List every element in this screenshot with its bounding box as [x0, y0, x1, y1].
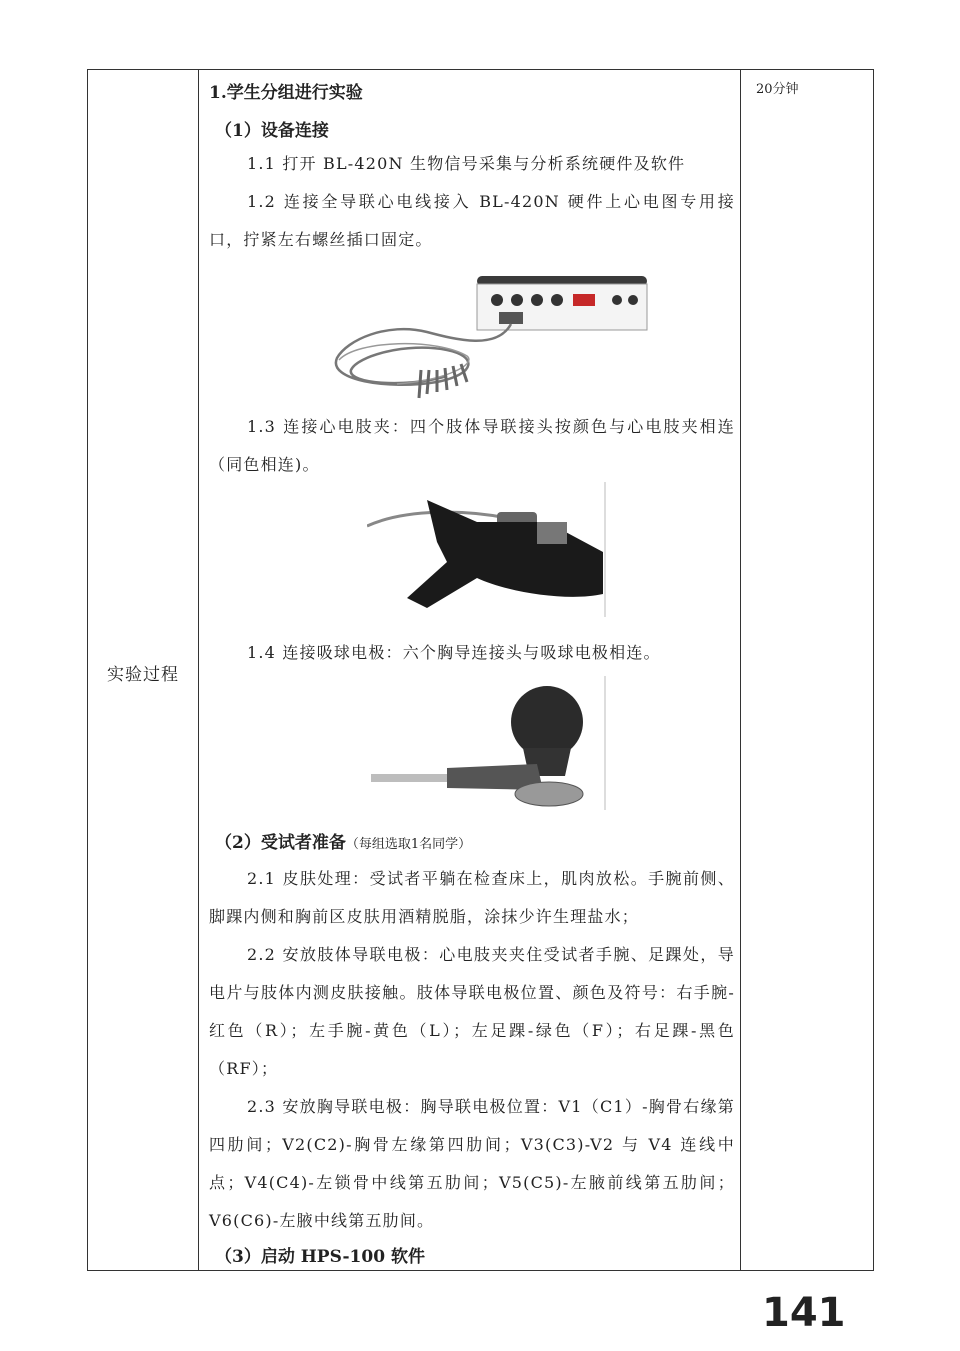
ecg-cable	[336, 324, 511, 385]
ecg-limb-clamp-image	[367, 482, 617, 617]
device-display	[573, 294, 595, 306]
step1-title: 1.学生分组进行实验	[209, 83, 363, 103]
device-port-2	[511, 294, 523, 306]
paragraph-1-1: 1.1 打开 BL-420N 生物信号采集与分析系统硬件及软件	[247, 154, 686, 173]
paragraph-2-3: 2.3 安放胸导联电极：胸导联电极位置：V1（C1）-胸骨右缘第四肋间；V2(C2)-胸骨左缘第四肋间；V3(C3)-V2 与 V4 连线中点；V4(C4)-左锁骨中线第五肋间；V5(C5)-左腋前线第五肋间；V6(C6)-左腋中线第五肋间。	[209, 1097, 735, 1230]
section2-heading	[215, 828, 471, 853]
electrode-cup	[515, 782, 583, 806]
device-port-1	[491, 294, 503, 306]
paragraph-2-2: 2.2 安放肢体导联电极：心电肢夹夹住受试者手腕、足踝处，导电片与肢体内测皮肤接触。肢体导联电极位置、颜色及符号：右手腕-红色（R）；左手腕-黄色（L）；左足踝-绿色（F）；右足踝-黑色（RF）；	[209, 945, 735, 1078]
row-label: 实验过程	[107, 665, 179, 685]
paragraph-1-2: 1.2 连接全导联心电线接入 BL-420N 硬件上心电图专用接口，拧紧左右螺丝插口固定。	[209, 192, 735, 249]
ecg-connector	[499, 312, 523, 324]
clamp-plate	[537, 522, 567, 544]
column-divider-left	[198, 70, 199, 1270]
suction-electrode-image	[367, 676, 617, 810]
page-number: 141	[762, 1290, 846, 1336]
time-allocation: 20分钟	[756, 82, 799, 97]
paragraph-1-3: 1.3 连接心电肢夹：四个肢体导联接头按颜色与心电肢夹相连（同色相连)。	[209, 417, 735, 474]
bl420n-device-image	[327, 270, 659, 402]
column-divider-right	[740, 70, 741, 1270]
row-label-cell	[88, 70, 198, 1270]
paragraph-1-4: 1.4 连接吸球电极：六个胸导连接头与吸球电极相连。	[247, 643, 661, 662]
device-port-5	[612, 295, 622, 305]
section3-title: （3）启动 HPS-100 软件	[215, 1247, 425, 1267]
device-port-4	[551, 294, 563, 306]
section1-title: （1）设备连接	[215, 121, 329, 141]
section2-note: （每组选取1名同学）	[345, 837, 472, 852]
section2-title: （2）受试者准备	[215, 833, 346, 853]
experiment-table	[87, 69, 874, 1271]
suction-bulb	[511, 686, 583, 758]
paragraph-2-1: 2.1 皮肤处理：受试者平躺在检查床上，肌肉放松。手腕前侧、脚踝内侧和胸前区皮肤用酒精脱脂，涂抹少许生理盐水；	[209, 869, 735, 926]
device-port-3	[531, 294, 543, 306]
electrode-cable	[371, 774, 451, 782]
device-port-6	[628, 295, 638, 305]
